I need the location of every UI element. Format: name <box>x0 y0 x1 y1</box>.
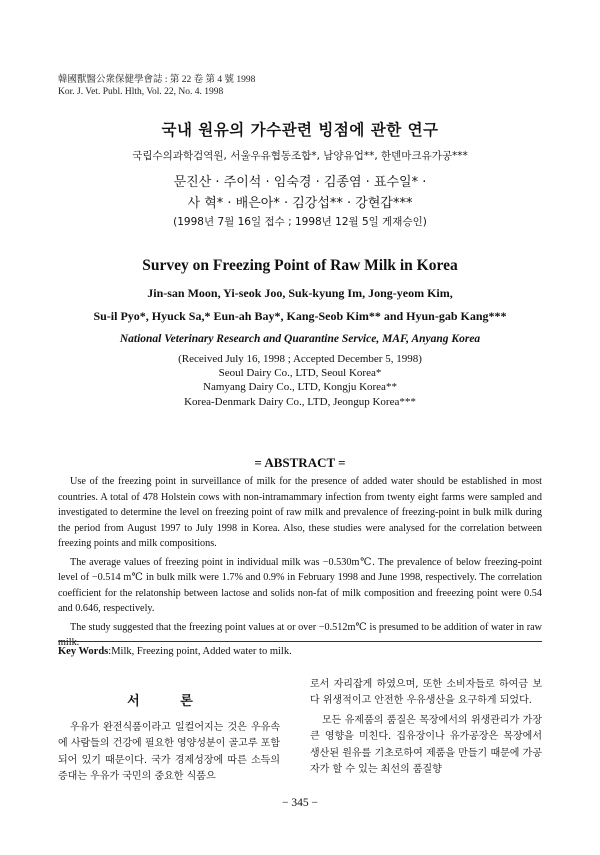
received-dates: (Received July 16, 1998 ; Accepted December 5, 1998) <box>178 353 422 365</box>
korean-authors-line1: 문진산 · 주이석 · 임숙경 · 김종염 · 표수일* · <box>173 175 427 190</box>
keywords-divider <box>58 641 542 642</box>
english-institution: National Veterinary Research and Quarantine Service, MAF, Anyang Korea <box>119 333 481 345</box>
keywords <box>58 646 292 657</box>
intro-paragraph-1-cont: 로서 자리잡게 하였으며, 또한 소비자들로 하여금 보다 위생적이고 안전한 우유생산을 요구하게 되었다. <box>310 679 542 707</box>
keywords-label: Key Words <box>58 646 109 657</box>
korean-authors-line2: 사 혁* · 배은아* · 김강섭** · 강현갑*** <box>187 196 413 211</box>
abstract-body <box>58 474 542 651</box>
received-block <box>0 352 600 409</box>
english-title: Survey on Freezing Point of Raw Milk in Korea <box>142 257 458 274</box>
intro-right-column <box>310 677 542 778</box>
korean-dates: (1998년 7월 16일 접수 ; 1998년 12월 5일 게재승인) <box>173 216 427 228</box>
korean-title: 국내 원유의 가수관련 빙점에 관한 연구 <box>161 121 439 139</box>
page-number: − 345 − <box>282 797 318 809</box>
intro-paragraph-2: 모든 유제품의 품질은 목장에서의 위생관리가 가장 큰 영향을 미친다. 집유장이나 유가공장은 목장에서 생산된 원유를 기초로하여 제품을 만들기 때문에 가공자가 할 수 있는 최선의 품질향 <box>310 714 542 776</box>
intro-left-column <box>58 720 280 786</box>
journal-name-english: Kor. J. Vet. Publ. Hlth, Vol. 22, No. 4. 1998 <box>58 87 224 97</box>
intro-paragraph-1: 우유가 완전식품이라고 일컬어지는 것은 우유속에 사람들의 건강에 필요한 영양성분이 골고루 포함되어 있기 때문이다. 국가 경제성장에 따른 소득의 증대는 우유가 국민의 중요한 식품으 <box>58 722 280 783</box>
abstract-paragraph-2: The average values of freezing point in individual milk was −0.530m℃. The prevalence of below freezing-point level of −0.514 m℃ in bulk milk were 1.7% and 0.9% in February 1998 and June 1998, respectively. The correlation coefficient for the relatonship between lactose and solids non-fat of milk composition and freeezing point were 0.54 and 0.646, respectively. <box>58 556 542 614</box>
journal-name-korean: 韓國獸醫公衆保健學會誌 : 第 22 卷 第 4 號 1998 <box>58 75 256 85</box>
abstract-paragraph-3: The study suggested that the freezing point values at or over −0.512m℃ is presumed to be addition of water in raw milk. <box>58 621 542 648</box>
english-authors-line2: Su-il Pyo*, Hyuck Sa,* Eun-ah Bay*, Kang-Seob Kim** and Hyun-gab Kang*** <box>93 309 507 323</box>
abstract-heading: = ABSTRACT = <box>254 455 346 470</box>
english-authors-line1: Jin-san Moon, Yi-seok Joo, Suk-kyung Im, Jong-yeom Kim, <box>147 286 453 300</box>
intro-heading: 서 론 <box>127 694 211 709</box>
keywords-text: :Milk, Freezing point, Added water to milk. <box>108 646 292 657</box>
korean-affiliations: 국립수의과학검역원, 서울우유협동조합*, 남양유업**, 한덴마크유가공*** <box>132 150 468 162</box>
affiliation-seoul: Seoul Dairy Co., LTD, Seoul Korea* <box>218 367 382 380</box>
journal-header <box>58 74 255 98</box>
abstract-paragraph-1: Use of the freezing point in surveillance of milk for the presence of added water should be established in most countries. A total of 478 Holstein cows with non-intramammary infection from twenty eight farms were sampled and investigated to determine the level on freezing point of raw milk and prevalence of freezing-point in bulk milk during the period from August 1997 to July 1998 in Korea. Also, these studies were analysed for the correlation between freezing points and milk compositions. <box>58 476 542 549</box>
affiliation-korea-denmark: Korea-Denmark Dairy Co., LTD, Jeongup Korea*** <box>184 395 416 408</box>
affiliation-namyang: Namyang Dairy Co., LTD, Kongju Korea** <box>203 381 397 394</box>
